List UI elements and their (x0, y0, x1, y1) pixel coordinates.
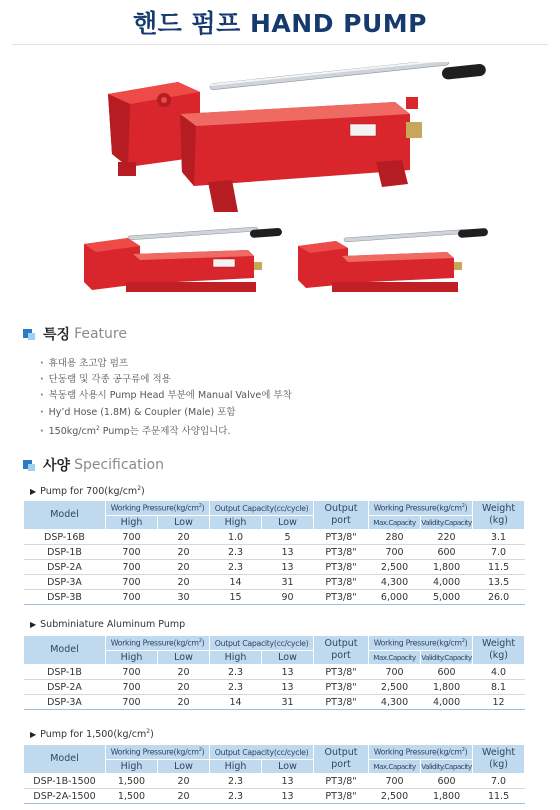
cell-max: 2,500 (369, 789, 421, 804)
cell-oc-low: 13 (262, 680, 314, 695)
header-working-pressure-capacity (369, 745, 473, 760)
cell-port: PT3/8" (314, 680, 369, 695)
header-working-pressure-capacity (369, 636, 473, 651)
cell-wp-high: 1,500 (106, 789, 158, 804)
cell-max: 280 (369, 530, 421, 545)
cell-weight: 7.0 (473, 774, 525, 789)
header-working-pressure (106, 636, 210, 651)
cell-port: PT3/8" (314, 590, 369, 605)
header-text: port (331, 759, 351, 770)
header-superscript: 2 (461, 638, 465, 645)
cell-oc-high: 14 (210, 575, 262, 590)
cell-oc-high: 2.3 (210, 789, 262, 804)
cell-valid: 600 (421, 545, 473, 560)
table-caption (30, 618, 185, 630)
cell-weight: 3.1 (473, 530, 525, 545)
hand-pump-small-right-image (292, 226, 492, 298)
cell-model: DSP-1B-1500 (24, 774, 106, 789)
header-text: ) (464, 503, 468, 513)
cell-valid: 1,800 (421, 789, 473, 804)
header-text: port (331, 515, 351, 526)
cell-oc-high: 14 (210, 695, 262, 710)
header-output-port (314, 636, 369, 665)
table-caption-superscript: 2 (137, 485, 142, 492)
cell-max: 700 (369, 774, 421, 789)
cell-max: 4,300 (369, 575, 421, 590)
header-text: ) (464, 638, 468, 648)
header-superscript: 2 (198, 503, 202, 510)
table-caption-text: Pump for 700(kg/cm (40, 486, 138, 498)
cell-oc-high: 2.3 (210, 774, 262, 789)
header-validity-capacity: Validity.Capacity (421, 651, 473, 665)
cell-wp-low: 20 (158, 665, 210, 680)
cell-model: DSP-2A (24, 560, 106, 575)
cell-port: PT3/8" (314, 789, 369, 804)
cell-oc-high: 2.3 (210, 665, 262, 680)
header-text: (kg) (489, 650, 509, 661)
feature-item: · 휴대용 초고압 펌프 (40, 356, 292, 372)
header-model: Model (24, 636, 106, 665)
cell-wp-high: 700 (106, 590, 158, 605)
header-high: High (210, 760, 262, 774)
feature-heading-en: Feature (74, 326, 127, 342)
cell-wp-high: 1,500 (106, 774, 158, 789)
cell-weight: 7.0 (473, 545, 525, 560)
header-text: Output (324, 747, 358, 758)
cell-port: PT3/8" (314, 560, 369, 575)
table-caption-text: ) (141, 486, 145, 498)
cell-oc-high: 15 (210, 590, 262, 605)
page-title: 핸드 펌프 HAND PUMP (133, 9, 427, 38)
spec-heading (23, 455, 164, 475)
cell-max: 2,500 (369, 560, 421, 575)
header-high: High (106, 651, 158, 665)
table-row (24, 545, 525, 560)
cell-valid: 5,000 (421, 590, 473, 605)
header-low: Low (262, 760, 314, 774)
cell-wp-high: 700 (106, 695, 158, 710)
triangle-right-icon: ▶ (30, 487, 37, 497)
header-text: Weight (481, 747, 516, 758)
header-text: port (331, 650, 351, 661)
cell-weight: 12 (473, 695, 525, 710)
cell-port: PT3/8" (314, 575, 369, 590)
header-superscript: 2 (461, 747, 465, 754)
header-working-pressure (106, 745, 210, 760)
cell-port: PT3/8" (314, 695, 369, 710)
header-output-port (314, 501, 369, 530)
header-text: Weight (481, 638, 516, 649)
feature-item: · 복동램 사용시 Pump Head 부분에 Manual Valve에 부착 (40, 388, 292, 404)
cell-port: PT3/8" (314, 665, 369, 680)
cell-model: DSP-16B (24, 530, 106, 545)
cell-oc-low: 13 (262, 665, 314, 680)
cell-wp-high: 700 (106, 560, 158, 575)
header-high: High (210, 651, 262, 665)
header-weight (473, 745, 525, 774)
cell-oc-high: 2.3 (210, 560, 262, 575)
header-text: (kg) (489, 515, 509, 526)
cell-valid: 4,000 (421, 575, 473, 590)
cell-oc-low: 13 (262, 789, 314, 804)
feature-item: · Hy’d Hose (1.8M) & Coupler (Male) 포함 (40, 405, 292, 421)
header-text: Weight (481, 503, 516, 514)
table-row (24, 575, 525, 590)
cell-port: PT3/8" (314, 530, 369, 545)
table-row (24, 560, 525, 575)
cell-wp-low: 20 (158, 680, 210, 695)
feature-item (40, 421, 292, 440)
cell-wp-low: 20 (158, 789, 210, 804)
cell-oc-low: 13 (262, 560, 314, 575)
header-superscript: 2 (461, 503, 465, 510)
spec-heading-en: Specification (74, 457, 164, 473)
cell-port: PT3/8" (314, 774, 369, 789)
cell-wp-high: 700 (106, 665, 158, 680)
header-text: Working Pressure(kg/cm (373, 747, 462, 757)
cell-oc-low: 31 (262, 575, 314, 590)
cell-valid: 1,800 (421, 560, 473, 575)
cell-wp-low: 20 (158, 774, 210, 789)
header-text: ) (201, 747, 205, 757)
table-caption (30, 728, 154, 740)
cell-wp-low: 20 (158, 575, 210, 590)
cell-model: DSP-3A (24, 575, 106, 590)
header-low: Low (262, 516, 314, 530)
header-text: (kg) (489, 759, 509, 770)
spec-table (23, 500, 525, 605)
feature-item-text: 150kg/cm (48, 425, 96, 437)
table-row (24, 789, 525, 804)
table-caption (30, 485, 145, 497)
cell-oc-low: 5 (262, 530, 314, 545)
section-bullet-icon (23, 327, 37, 341)
feature-item-superscript: 2 (95, 424, 100, 432)
cell-model: DSP-1B (24, 545, 106, 560)
table-row (24, 680, 525, 695)
cell-weight: 11.5 (473, 789, 525, 804)
feature-heading (23, 324, 127, 344)
cell-wp-high: 700 (106, 575, 158, 590)
cell-weight: 11.5 (473, 560, 525, 575)
cell-weight: 4.0 (473, 665, 525, 680)
spec-table (23, 744, 525, 804)
table-row (24, 774, 525, 789)
header-low: Low (262, 651, 314, 665)
header-model: Model (24, 745, 106, 774)
cell-wp-high: 700 (106, 545, 158, 560)
header-high: High (106, 516, 158, 530)
spec-heading-ko: 사양 (43, 458, 71, 474)
header-high: High (210, 516, 262, 530)
cell-oc-high: 2.3 (210, 680, 262, 695)
title-divider (12, 44, 548, 45)
cell-valid: 220 (421, 530, 473, 545)
triangle-right-icon: ▶ (30, 620, 37, 630)
feature-list (40, 356, 292, 440)
header-text: Working Pressure(kg/cm (110, 747, 199, 757)
feature-item-text: Pump는 주문제작 사양입니다. (99, 425, 231, 437)
header-output-capacity: Output Capacity(cc/cycle) (210, 501, 314, 516)
cell-wp-high: 700 (106, 680, 158, 695)
cell-oc-high: 2.3 (210, 545, 262, 560)
cell-wp-low: 20 (158, 695, 210, 710)
header-validity-capacity: Validity.Capacity (421, 516, 473, 530)
cell-model: DSP-3A (24, 695, 106, 710)
cell-model: DSP-3B (24, 590, 106, 605)
header-high: High (106, 760, 158, 774)
table-caption-superscript: 2 (146, 728, 151, 735)
header-text: ) (201, 503, 205, 513)
header-output-capacity: Output Capacity(cc/cycle) (210, 745, 314, 760)
header-model: Model (24, 501, 106, 530)
cell-oc-low: 90 (262, 590, 314, 605)
header-max-capacity: Max.Capacity (369, 651, 421, 665)
table-caption-text: ) (150, 729, 154, 741)
header-text: Working Pressure(kg/cm (373, 503, 462, 513)
table-caption-text: Subminiature Aluminum Pump (40, 619, 186, 631)
cell-wp-high: 700 (106, 530, 158, 545)
table-row (24, 695, 525, 710)
cell-valid: 1,800 (421, 680, 473, 695)
cell-max: 700 (369, 545, 421, 560)
header-low: Low (158, 760, 210, 774)
cell-max: 700 (369, 665, 421, 680)
header-low: Low (158, 651, 210, 665)
header-low: Low (158, 516, 210, 530)
table-row (24, 530, 525, 545)
cell-weight: 13.5 (473, 575, 525, 590)
table-row (24, 665, 525, 680)
header-max-capacity: Max.Capacity (369, 760, 421, 774)
cell-max: 6,000 (369, 590, 421, 605)
feature-item: · 단동램 및 각종 공구류에 적용 (40, 372, 292, 388)
header-validity-capacity: Validity.Capacity (421, 760, 473, 774)
cell-wp-low: 20 (158, 545, 210, 560)
header-text: Working Pressure(kg/cm (110, 503, 199, 513)
cell-wp-low: 20 (158, 560, 210, 575)
cell-oc-low: 31 (262, 695, 314, 710)
cell-port: PT3/8" (314, 545, 369, 560)
cell-valid: 600 (421, 665, 473, 680)
cell-oc-low: 13 (262, 545, 314, 560)
table-row (24, 590, 525, 605)
feature-heading-ko: 특징 (43, 327, 71, 343)
header-text: Output (324, 503, 358, 514)
hand-pump-small-left-image (78, 226, 288, 298)
header-text: ) (201, 638, 205, 648)
cell-valid: 600 (421, 774, 473, 789)
cell-valid: 4,000 (421, 695, 473, 710)
cell-max: 4,300 (369, 695, 421, 710)
header-working-pressure-capacity (369, 501, 473, 516)
cell-wp-low: 30 (158, 590, 210, 605)
header-superscript: 2 (198, 747, 202, 754)
cell-weight: 8.1 (473, 680, 525, 695)
header-text: ) (464, 747, 468, 757)
spec-table (23, 635, 525, 710)
cell-max: 2,500 (369, 680, 421, 695)
cell-model: DSP-1B (24, 665, 106, 680)
cell-wp-low: 20 (158, 530, 210, 545)
header-max-capacity: Max.Capacity (369, 516, 421, 530)
header-weight (473, 636, 525, 665)
table-caption-text: Pump for 1,500(kg/cm (40, 729, 147, 741)
triangle-right-icon: ▶ (30, 730, 37, 740)
header-text: Working Pressure(kg/cm (110, 638, 199, 648)
cell-weight: 26.0 (473, 590, 525, 605)
header-output-port (314, 745, 369, 774)
header-output-capacity: Output Capacity(cc/cycle) (210, 636, 314, 651)
header-weight (473, 501, 525, 530)
header-superscript: 2 (198, 638, 202, 645)
cell-oc-low: 13 (262, 774, 314, 789)
cell-model: DSP-2A (24, 680, 106, 695)
header-text: Working Pressure(kg/cm (373, 638, 462, 648)
hand-pump-large-image (90, 62, 500, 222)
header-working-pressure (106, 501, 210, 516)
cell-oc-high: 1.0 (210, 530, 262, 545)
section-bullet-icon (23, 458, 37, 472)
header-text: Output (324, 638, 358, 649)
cell-model: DSP-2A-1500 (24, 789, 106, 804)
